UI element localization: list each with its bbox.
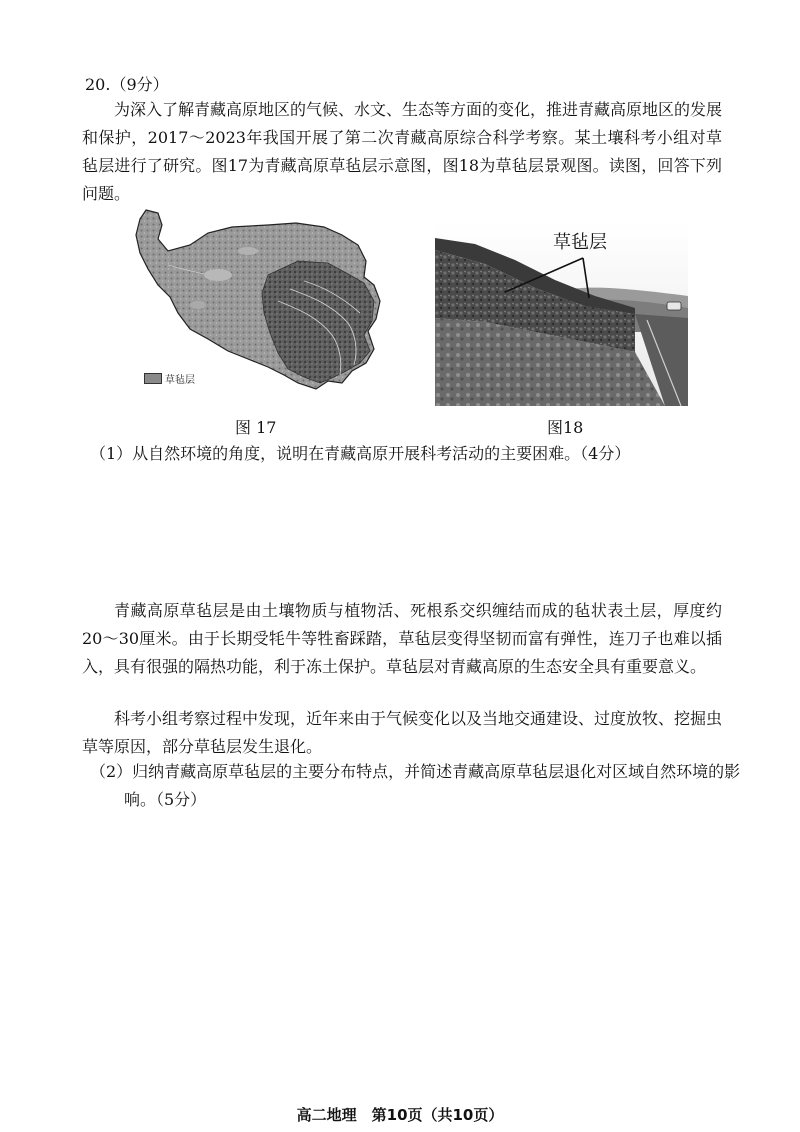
question-number: 20.（9分） <box>85 75 169 94</box>
meadow-layer-label: 草毡层 <box>553 232 607 253</box>
figure-17-caption: 图 17 <box>235 418 277 437</box>
figure-17-map <box>128 205 412 405</box>
question-intro: 为深入了解青藏高原地区的气候、水文、生态等方面的变化，推进青藏高原地区的发展和保护，2017～2023年我国开展了第二次青藏高原综合科学考察。某土壤科考小组对草毡层进行了研究。图17为青藏高原草毡层示意图，图18为草毡层景观图。读图，回答下列问题。 <box>82 100 723 203</box>
legend-swatch <box>144 373 162 384</box>
figure-18-caption: 图18 <box>547 418 584 437</box>
sub-question-2: （2）归纳青藏高原草毡层的主要分布特点，并简述青藏高原草毡层退化对区域自然环境的影响。（5分） <box>90 762 741 809</box>
page-footer: 高二地理 第10页（共10页） <box>296 1106 504 1124</box>
figure-18-photo <box>435 222 688 406</box>
sub-question-1: （1）从自然环境的角度，说明在青藏高原开展科考活动的主要困难。（4分） <box>90 444 631 463</box>
material-paragraph-2: 科考小组考察过程中发现，近年来由于气候变化以及当地交通建设、过度放牧、挖掘虫草等原因，部分草毡层发生退化。 <box>82 709 723 756</box>
material-paragraph-1: 青藏高原草毡层是由土壤物质与植物活、死根系交织缠结而成的毡状表土层，厚度约20～30厘米。由于长期受牦牛等牲畜踩踏，草毡层变得坚韧而富有弹性，连刀子也难以插入，具有很强的隔热功能，利于冻土保护。草毡层对青藏高原的生态安全具有重要意义。 <box>82 601 722 676</box>
legend-label: 草毡层 <box>165 375 195 386</box>
